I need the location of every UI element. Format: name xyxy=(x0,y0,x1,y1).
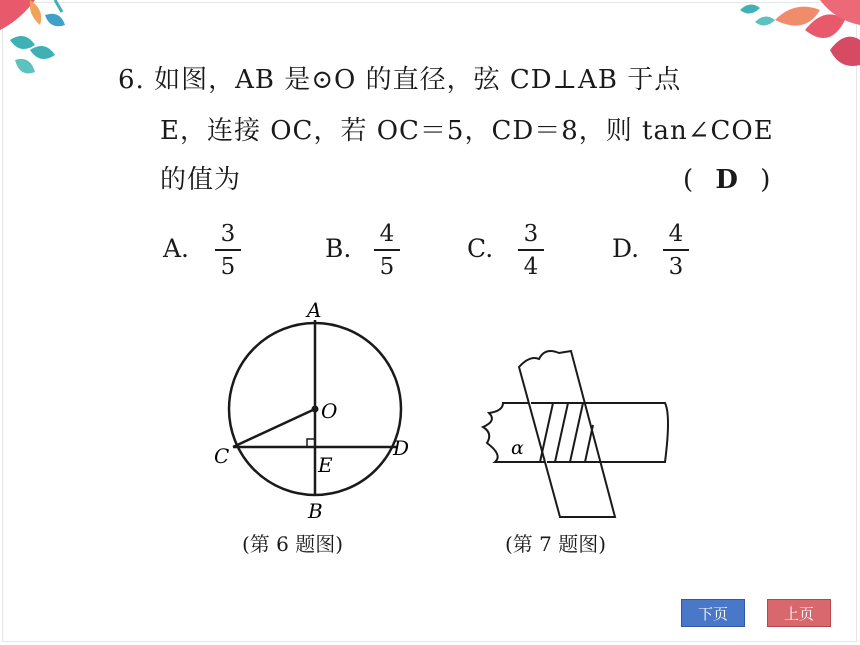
fraction-bar xyxy=(663,249,689,251)
center-point xyxy=(312,406,319,413)
option-label: B. xyxy=(325,234,352,263)
segment-oc xyxy=(233,409,315,447)
option-numerator: 3 xyxy=(220,221,236,247)
label-alpha: α xyxy=(511,437,524,459)
figure-6-circle-diagram xyxy=(200,298,430,528)
option-denominator: 3 xyxy=(668,254,684,280)
question-line-2 xyxy=(160,114,774,148)
option-numerator: 4 xyxy=(668,221,684,247)
answer-bracket: ( D ) xyxy=(683,165,772,195)
option-numerator: 3 xyxy=(523,221,539,247)
label-e: E xyxy=(318,453,333,477)
label-o: O xyxy=(321,399,338,423)
option-denominator: 4 xyxy=(523,254,539,280)
fraction-bar xyxy=(215,249,241,251)
slanted-strip xyxy=(519,351,615,517)
label-a: A xyxy=(307,298,322,322)
answer-text: D xyxy=(715,165,739,195)
option-label: C. xyxy=(467,234,494,263)
figure-7-caption: (第 7 题图) xyxy=(505,532,607,556)
question-line-3 xyxy=(160,163,241,197)
previous-page-button[interactable]: 上页 xyxy=(767,599,831,627)
question-number: 6. xyxy=(118,65,145,95)
option-numerator: 4 xyxy=(379,221,395,247)
next-page-button[interactable]: 下页 xyxy=(681,599,745,627)
fraction-bar xyxy=(518,249,544,251)
question-text-3: 的值为 xyxy=(160,165,242,195)
option-label: D. xyxy=(612,234,640,263)
question-text-1: 如图，AB 是⊙O 的直径，弦 CD⊥AB 于点 xyxy=(154,65,682,95)
floral-decoration-left xyxy=(0,0,90,90)
label-c: C xyxy=(214,444,230,468)
floral-decoration-right xyxy=(735,0,860,70)
option-denominator: 5 xyxy=(220,254,236,280)
question-line-1 xyxy=(118,63,681,97)
option-denominator: 5 xyxy=(379,254,395,280)
fraction-bar xyxy=(374,249,400,251)
label-d: D xyxy=(393,436,410,460)
question-text-2: E，连接 OC，若 OC＝5，CD＝8，则 tan∠COE xyxy=(160,116,774,146)
figure-6-caption: (第 6 题图) xyxy=(242,532,344,556)
figure-7-strips-diagram xyxy=(475,345,675,525)
option-label: A. xyxy=(163,234,190,263)
label-b: B xyxy=(308,499,323,523)
